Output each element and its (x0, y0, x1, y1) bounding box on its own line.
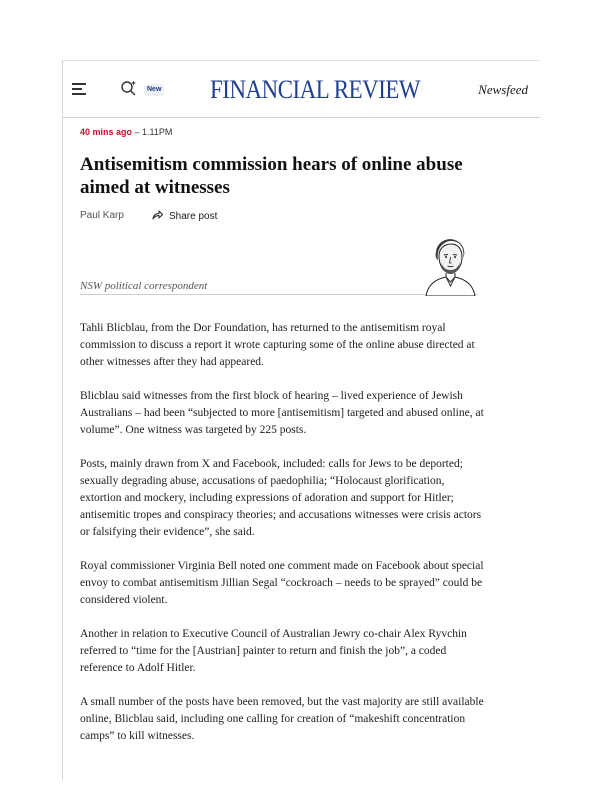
site-header (62, 61, 540, 118)
article-paragraph: Posts, mainly drawn from X and Facebook, included: calls for Jews to be deported; sexually degrading abuse, accusations of paedophilia; “Holocaust glorification, extortion and mockery, including expressions of adoration and support for Hitler; antisemitic tropes and conspiracy theories; and accusations witnesses were crisis actors or falsifying their evidence”, she said. (80, 458, 482, 538)
share-arrow-icon (152, 210, 163, 220)
article-paragraph: Royal commissioner Virginia Bell noted one comment made on Facebook about special envoy to combat antisemitism Jillian Segal “cockroach – needs to be sprayed” could be considered violent. (80, 560, 484, 606)
author-portrait (420, 238, 480, 296)
newsfeed-link[interactable]: Newsfeed (478, 82, 528, 97)
time-separator: – (132, 127, 143, 137)
share-post-label: Share post (169, 211, 218, 222)
author-info (80, 238, 478, 295)
article-paragraph: Another in relation to Executive Council of Australian Jewry co-chair Alex Ryvchin referred to “time for the [Austrian] painter to return and finish the job”, a coded reference to Adolf Hitler. (80, 628, 467, 674)
menu-icon[interactable] (72, 83, 88, 97)
author-name[interactable]: Paul Karp (80, 210, 124, 221)
post-timestamp (80, 127, 172, 137)
sparkle-search-icon[interactable] (120, 79, 138, 97)
article-headline: Antisemitism commission hears of online abuse aimed at witnesses (80, 154, 463, 198)
post-time: 1.11PM (142, 127, 173, 137)
share-post-button[interactable] (152, 210, 217, 222)
new-badge: New (144, 84, 164, 96)
article-body (80, 320, 485, 762)
article-paragraph: A small number of the posts have been removed, but the vast majority are still available online, Blicblau said, including one calling for creation of “makeshift concentration camps” to kill witnesses. (80, 696, 484, 742)
article-paragraph: Tahli Blicblau, from the Dor Foundation, has returned to the antisemitism royal commission to discuss a report it wrote capturing some of the online abuse directed at other witnesses after they had appeared. (80, 322, 475, 368)
author-role: NSW political correspondent (80, 280, 208, 292)
time-ago: 40 mins ago (80, 127, 133, 137)
site-logo[interactable]: FINANCIAL REVIEW (210, 75, 421, 104)
article-paragraph: Blicblau said witnesses from the first block of hearing – lived experience of Jewish Australians – had been “subjected to more [antisemitism] targeted and abused online, at volume”. One witness was targeted by 225 posts. (80, 390, 484, 436)
